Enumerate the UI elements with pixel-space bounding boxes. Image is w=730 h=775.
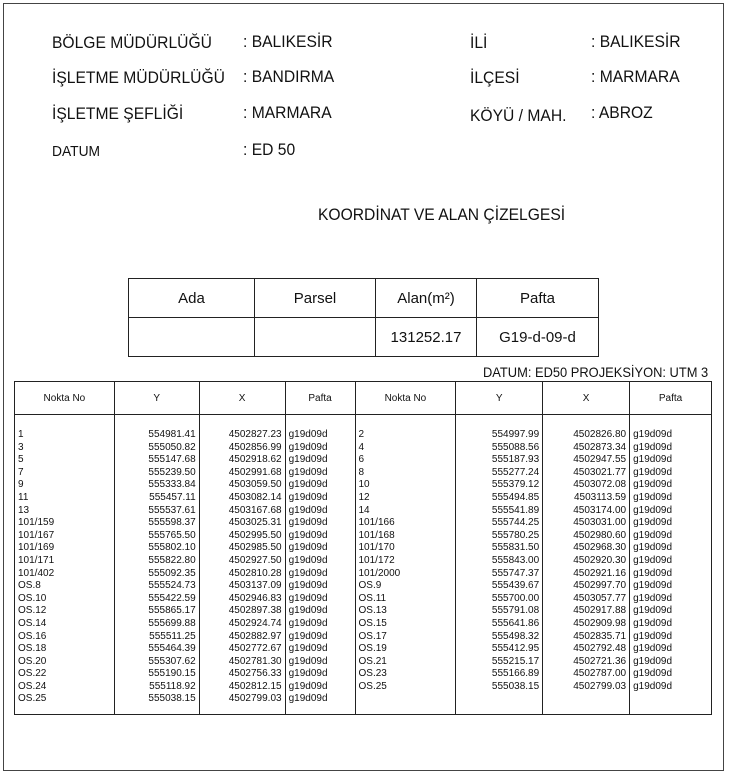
x-value-right: 4502968.30 <box>543 542 630 555</box>
y-value-right: 555791.08 <box>456 605 543 618</box>
point-no-right: 6 <box>355 454 456 467</box>
y-value-left: 555050.82 <box>114 442 199 455</box>
point-no-right: OS.21 <box>355 656 456 669</box>
point-no-left: 3 <box>15 442 115 455</box>
y-value-left: 555511.25 <box>114 631 199 644</box>
point-no-right: 2 <box>355 415 456 442</box>
pafta-left: g19d09d <box>285 681 355 694</box>
point-no-right: 4 <box>355 442 456 455</box>
x-value-left: 4502882.97 <box>199 631 285 644</box>
x-value-right: 4502873.34 <box>543 442 630 455</box>
pafta-right: g19d09d <box>630 656 712 669</box>
x-value-left: 4502756.33 <box>199 668 285 681</box>
y-value-left: 555092.35 <box>114 568 199 581</box>
x-value-left: 4503025.31 <box>199 517 285 530</box>
point-no-left: 101/402 <box>15 568 115 581</box>
point-no-right: OS.25 <box>355 681 456 694</box>
x-value-left: 4502927.50 <box>199 555 285 568</box>
pafta-left: g19d09d <box>285 631 355 644</box>
coordinates-table <box>14 381 712 715</box>
point-no-right: 101/172 <box>355 555 456 568</box>
pafta-right: g19d09d <box>630 467 712 480</box>
y-value-left: 555865.17 <box>114 605 199 618</box>
coordinate-row <box>15 530 712 543</box>
header-pafta-left: Pafta <box>285 382 355 415</box>
x-value-right: 4503021.77 <box>543 467 630 480</box>
y-value-left: 555822.80 <box>114 555 199 568</box>
coordinate-row <box>15 467 712 480</box>
pafta-left: g19d09d <box>285 605 355 618</box>
coordinate-row <box>15 442 712 455</box>
y-value-left: 555307.62 <box>114 656 199 669</box>
coordinate-row <box>15 656 712 669</box>
district-value: : MARMARA <box>591 67 680 86</box>
point-no-left: OS.14 <box>15 618 115 631</box>
y-value-left: 555464.39 <box>114 643 199 656</box>
y-value-right: 555747.37 <box>456 568 543 581</box>
header-x-left: X <box>199 382 285 415</box>
header-y-right: Y <box>456 382 543 415</box>
coordinate-row <box>15 643 712 656</box>
header-x-right: X <box>543 382 630 415</box>
pafta-right: g19d09d <box>630 415 712 442</box>
y-value-left: 554981.41 <box>114 415 199 442</box>
page-title: KOORDİNAT VE ALAN ÇİZELGESİ <box>318 205 566 224</box>
x-value-left: 4503167.68 <box>199 505 285 518</box>
point-no-right: OS.17 <box>355 631 456 644</box>
point-no-left: OS.24 <box>15 681 115 694</box>
point-no-right: 101/166 <box>355 517 456 530</box>
summary-alan-value: 131252.17 <box>376 318 477 357</box>
coordinate-row <box>15 580 712 593</box>
x-value-left: 4502827.23 <box>199 415 285 442</box>
operation-chief-label: İŞLETME ŞEFLİĞİ <box>52 104 184 123</box>
coordinate-row <box>15 454 712 467</box>
coordinate-row <box>15 693 712 714</box>
y-value-left: 555147.68 <box>114 454 199 467</box>
y-value-right: 555641.86 <box>456 618 543 631</box>
header-point-no-left: Nokta No <box>15 382 115 415</box>
pafta-left: g19d09d <box>285 542 355 555</box>
province-label: İLİ <box>470 33 488 52</box>
x-value-right: 4503174.00 <box>543 505 630 518</box>
y-value-right: 555166.89 <box>456 668 543 681</box>
point-no-left: 101/159 <box>15 517 115 530</box>
y-value-right: 554997.99 <box>456 415 543 442</box>
pafta-right: g19d09d <box>630 668 712 681</box>
pafta-right: g19d09d <box>630 580 712 593</box>
coordinate-row <box>15 505 712 518</box>
point-no-left: 13 <box>15 505 115 518</box>
coordinate-row <box>15 593 712 606</box>
x-value-left: 4502897.38 <box>199 605 285 618</box>
header-point-no-right: Nokta No <box>355 382 456 415</box>
x-value-left: 4502924.74 <box>199 618 285 631</box>
x-value-left: 4502985.50 <box>199 542 285 555</box>
y-value-right: 555700.00 <box>456 593 543 606</box>
operation-directorate-label: İŞLETME MÜDÜRLÜĞÜ <box>52 68 225 87</box>
point-no-right <box>355 693 456 714</box>
y-value-right: 555843.00 <box>456 555 543 568</box>
point-no-right: OS.15 <box>355 618 456 631</box>
y-value-right: 555379.12 <box>456 479 543 492</box>
coordinate-row <box>15 415 712 442</box>
coordinate-row <box>15 517 712 530</box>
pafta-left: g19d09d <box>285 479 355 492</box>
y-value-left: 555699.88 <box>114 618 199 631</box>
y-value-right: 555498.32 <box>456 631 543 644</box>
point-no-left: OS.18 <box>15 643 115 656</box>
y-value-right: 555187.93 <box>456 454 543 467</box>
y-value-left: 555802.10 <box>114 542 199 555</box>
summary-parsel-value <box>255 318 376 357</box>
pafta-left: g19d09d <box>285 656 355 669</box>
summary-header-ada: Ada <box>129 279 255 318</box>
x-value-left: 4502799.03 <box>199 693 285 714</box>
x-value-right: 4502721.36 <box>543 656 630 669</box>
x-value-left: 4502995.50 <box>199 530 285 543</box>
coordinates-header-row <box>15 382 712 415</box>
y-value-right <box>456 693 543 714</box>
x-value-right: 4503072.08 <box>543 479 630 492</box>
pafta-left: g19d09d <box>285 580 355 593</box>
y-value-left: 555190.15 <box>114 668 199 681</box>
summary-header-alan: Alan(m²) <box>376 279 477 318</box>
x-value-right: 4502917.88 <box>543 605 630 618</box>
pafta-left: g19d09d <box>285 643 355 656</box>
operation-directorate-value: : BANDIRMA <box>243 67 335 86</box>
coordinate-row <box>15 542 712 555</box>
point-no-right: 101/168 <box>355 530 456 543</box>
point-no-left: OS.20 <box>15 656 115 669</box>
point-no-right: 101/170 <box>355 542 456 555</box>
pafta-right: g19d09d <box>630 492 712 505</box>
x-value-right: 4502787.00 <box>543 668 630 681</box>
x-value-right: 4502980.60 <box>543 530 630 543</box>
y-value-left: 555524.73 <box>114 580 199 593</box>
pafta-right: g19d09d <box>630 618 712 631</box>
point-no-left: OS.16 <box>15 631 115 644</box>
y-value-right: 555215.17 <box>456 656 543 669</box>
pafta-right: g19d09d <box>630 681 712 694</box>
point-no-right: OS.9 <box>355 580 456 593</box>
x-value-left: 4502856.99 <box>199 442 285 455</box>
point-no-left: 5 <box>15 454 115 467</box>
pafta-right: g19d09d <box>630 542 712 555</box>
pafta-left: g19d09d <box>285 454 355 467</box>
point-no-right: 10 <box>355 479 456 492</box>
point-no-left: 101/171 <box>15 555 115 568</box>
x-value-left: 4502812.15 <box>199 681 285 694</box>
coordinate-row <box>15 681 712 694</box>
y-value-left: 555118.92 <box>114 681 199 694</box>
operation-chief-value: : MARMARA <box>243 103 332 122</box>
pafta-right: g19d09d <box>630 530 712 543</box>
y-value-left: 555038.15 <box>114 693 199 714</box>
y-value-right: 555744.25 <box>456 517 543 530</box>
y-value-left: 555333.84 <box>114 479 199 492</box>
y-value-right: 555780.25 <box>456 530 543 543</box>
header-y-left: Y <box>114 382 199 415</box>
coordinate-row <box>15 492 712 505</box>
x-value-left: 4502991.68 <box>199 467 285 480</box>
y-value-right: 555494.85 <box>456 492 543 505</box>
summary-header-pafta: Pafta <box>477 279 599 318</box>
x-value-right: 4502921.16 <box>543 568 630 581</box>
summary-ada-value <box>129 318 255 357</box>
point-no-left: OS.22 <box>15 668 115 681</box>
datum-projection-note: DATUM: ED50 PROJEKSİYON: UTM 3 <box>483 364 709 380</box>
y-value-left: 555537.61 <box>114 505 199 518</box>
header-pafta-right: Pafta <box>630 382 712 415</box>
pafta-right: g19d09d <box>630 605 712 618</box>
pafta-left: g19d09d <box>285 668 355 681</box>
pafta-left: g19d09d <box>285 505 355 518</box>
pafta-right: g19d09d <box>630 517 712 530</box>
datum-label: DATUM <box>52 143 101 160</box>
province-value: : BALIKESİR <box>591 32 681 51</box>
pafta-left: g19d09d <box>285 555 355 568</box>
y-value-left: 555422.59 <box>114 593 199 606</box>
point-no-left: 101/167 <box>15 530 115 543</box>
pafta-right: g19d09d <box>630 479 712 492</box>
x-value-left: 4503082.14 <box>199 492 285 505</box>
point-no-left: 11 <box>15 492 115 505</box>
summary-header-row <box>129 279 599 318</box>
pafta-right: g19d09d <box>630 454 712 467</box>
x-value-right: 4502947.55 <box>543 454 630 467</box>
pafta-right: g19d09d <box>630 555 712 568</box>
x-value-right: 4502909.98 <box>543 618 630 631</box>
y-value-right: 555541.89 <box>456 505 543 518</box>
point-no-left: 1 <box>15 415 115 442</box>
coordinate-row <box>15 618 712 631</box>
pafta-left: g19d09d <box>285 467 355 480</box>
y-value-right: 555038.15 <box>456 681 543 694</box>
village-value: : ABROZ <box>591 103 653 122</box>
district-label: İLÇESİ <box>470 68 520 87</box>
pafta-left: g19d09d <box>285 593 355 606</box>
pafta-left: g19d09d <box>285 517 355 530</box>
y-value-right: 555088.56 <box>456 442 543 455</box>
point-no-right: OS.11 <box>355 593 456 606</box>
point-no-right: OS.23 <box>355 668 456 681</box>
pafta-right: g19d09d <box>630 505 712 518</box>
y-value-left: 555598.37 <box>114 517 199 530</box>
point-no-left: 101/169 <box>15 542 115 555</box>
pafta-left: g19d09d <box>285 442 355 455</box>
x-value-left: 4502772.67 <box>199 643 285 656</box>
pafta-left: g19d09d <box>285 618 355 631</box>
point-no-right: 101/2000 <box>355 568 456 581</box>
x-value-left: 4502781.30 <box>199 656 285 669</box>
point-no-left: OS.10 <box>15 593 115 606</box>
village-label: KÖYÜ / MAH. <box>470 106 567 125</box>
summary-value-row <box>129 318 599 357</box>
x-value-right: 4502826.80 <box>543 415 630 442</box>
x-value-right: 4503057.77 <box>543 593 630 606</box>
coordinate-row <box>15 479 712 492</box>
pafta-right: g19d09d <box>630 631 712 644</box>
y-value-right: 555439.67 <box>456 580 543 593</box>
x-value-right: 4502792.48 <box>543 643 630 656</box>
y-value-right: 555412.95 <box>456 643 543 656</box>
y-value-right: 555831.50 <box>456 542 543 555</box>
point-no-left: OS.12 <box>15 605 115 618</box>
x-value-left: 4503137.09 <box>199 580 285 593</box>
x-value-left: 4503059.50 <box>199 479 285 492</box>
y-value-left: 555239.50 <box>114 467 199 480</box>
pafta-right: g19d09d <box>630 593 712 606</box>
coordinate-row <box>15 568 712 581</box>
point-no-left: 9 <box>15 479 115 492</box>
pafta-left: g19d09d <box>285 415 355 442</box>
x-value-right: 4502799.03 <box>543 681 630 694</box>
y-value-left: 555457.11 <box>114 492 199 505</box>
pafta-left: g19d09d <box>285 492 355 505</box>
coordinate-row <box>15 668 712 681</box>
point-no-right: OS.19 <box>355 643 456 656</box>
coordinate-row <box>15 631 712 644</box>
summary-header-parsel: Parsel <box>255 279 376 318</box>
summary-table <box>128 278 599 357</box>
pafta-left: g19d09d <box>285 693 355 714</box>
x-value-right: 4502920.30 <box>543 555 630 568</box>
pafta-right: g19d09d <box>630 442 712 455</box>
datum-value: : ED 50 <box>243 140 296 159</box>
x-value-right: 4503113.59 <box>543 492 630 505</box>
x-value-left: 4502918.62 <box>199 454 285 467</box>
point-no-left: 7 <box>15 467 115 480</box>
y-value-right: 555277.24 <box>456 467 543 480</box>
point-no-right: 14 <box>355 505 456 518</box>
y-value-left: 555765.50 <box>114 530 199 543</box>
x-value-left: 4502810.28 <box>199 568 285 581</box>
x-value-right: 4503031.00 <box>543 517 630 530</box>
pafta-right: g19d09d <box>630 643 712 656</box>
summary-pafta-value: G19-d-09-d <box>477 318 599 357</box>
pafta-right <box>630 693 712 714</box>
point-no-left: OS.8 <box>15 580 115 593</box>
region-directorate-value: : BALIKESİR <box>243 32 333 51</box>
point-no-right: 8 <box>355 467 456 480</box>
x-value-right: 4502997.70 <box>543 580 630 593</box>
pafta-left: g19d09d <box>285 530 355 543</box>
x-value-right: 4502835.71 <box>543 631 630 644</box>
pafta-left: g19d09d <box>285 568 355 581</box>
region-directorate-label: BÖLGE MÜDÜRLÜĞÜ <box>52 33 212 52</box>
coordinate-row <box>15 605 712 618</box>
pafta-right: g19d09d <box>630 568 712 581</box>
x-value-right <box>543 693 630 714</box>
point-no-right: 12 <box>355 492 456 505</box>
point-no-left: OS.25 <box>15 693 115 714</box>
point-no-right: OS.13 <box>355 605 456 618</box>
coordinate-row <box>15 555 712 568</box>
x-value-left: 4502946.83 <box>199 593 285 606</box>
